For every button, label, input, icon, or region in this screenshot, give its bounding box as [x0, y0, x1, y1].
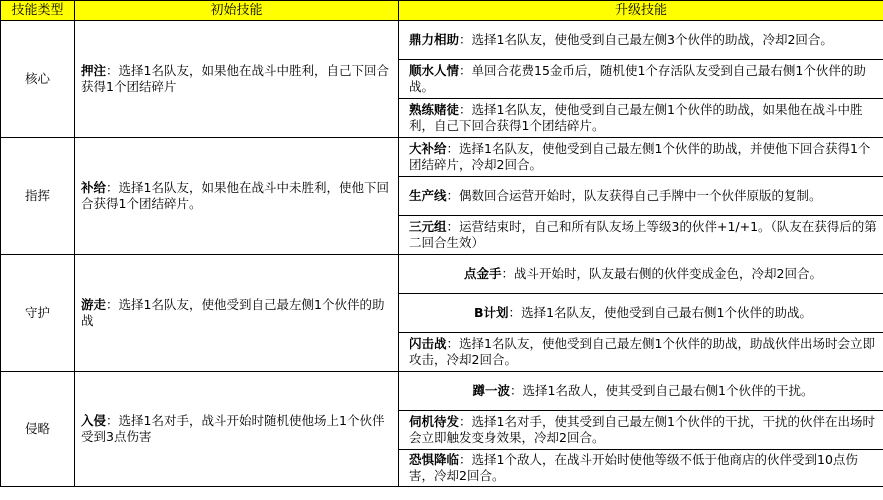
- upgrade-skill-desc: 选择1名队友，使他受到自己最左侧3个伙伴的助战，冷却2回合。: [471, 32, 833, 47]
- separator: ：: [459, 102, 472, 117]
- base-skill-name: 补给: [81, 180, 107, 195]
- base-skill: [75, 255, 399, 372]
- upgrade-skill-name: B计划: [474, 305, 509, 320]
- separator: ：: [106, 413, 119, 428]
- separator: ：: [501, 266, 515, 281]
- base-skill-name: 游走: [81, 297, 107, 312]
- upgrade-skill-name: 伺机待发: [409, 414, 460, 429]
- separator: ：: [459, 32, 472, 47]
- base-skill: [75, 21, 399, 138]
- upgrade-skill: [399, 21, 883, 60]
- separator: ：: [446, 188, 460, 203]
- separator: ：: [106, 63, 119, 78]
- upgrade-skill-desc: 选择1名敌人，使其受到自己最右侧1个伙伴的干扰。: [522, 383, 814, 398]
- upgrade-skill-name: 闪击战: [409, 336, 447, 351]
- upgrade-skill: [399, 294, 883, 333]
- upgrade-skill: [399, 333, 883, 372]
- base-skill-desc: 选择1名对手，战斗开始时随机使他场上1个伙伴受到3点伤害: [81, 413, 385, 444]
- separator: ：: [459, 414, 472, 429]
- upgrade-skill-name: 蹲一波: [472, 383, 511, 398]
- upgrade-skill-name: 熟练赌徒: [409, 102, 460, 117]
- upgrade-skill-name: 三元组: [409, 219, 447, 234]
- header-base: 初始技能: [75, 1, 399, 21]
- upgrade-skill-desc: 选择1名队友，使他受到自己最左侧1个伙伴的助战，助战伙伴出场时会立即攻击，冷却2回合。: [409, 336, 875, 367]
- upgrade-skill-name: 顺水人情: [409, 63, 460, 78]
- separator: ：: [446, 219, 460, 234]
- upgrade-skill-desc: 运营结束时，自己和所有队友场上等级3的伙伴+1/+1。（队友在获得后的第二回合生效）: [409, 219, 877, 250]
- table-row: [1, 372, 883, 411]
- table-row: [1, 138, 883, 177]
- upgrade-skill: [399, 216, 883, 255]
- base-skill-desc: 选择1名队友，使他受到自己最左侧1个伙伴的助战: [81, 297, 385, 328]
- upgrade-skill-desc: 单回合花费15金币后，随机使1个存活队友受到自己最右侧1个伙伴的助战。: [409, 63, 866, 94]
- upgrade-skill-name: 大补给: [409, 141, 447, 156]
- upgrade-skill-desc: 选择1名队友，使他受到自己最右侧1个伙伴的助战。: [521, 305, 812, 320]
- header-type: 技能类型: [1, 1, 75, 21]
- upgrade-skill-desc: 战斗开始时，队友最右侧的伙伴变成金色，冷却2回合。: [514, 266, 822, 281]
- header-upgrade: 升级技能: [399, 1, 883, 21]
- base-skill-desc: 选择1名队友，如果他在战斗中胜利，自己下回合获得1个团结碎片: [81, 63, 389, 94]
- upgrade-skill: [399, 60, 883, 99]
- table-row: [1, 21, 883, 60]
- separator: ：: [459, 63, 472, 78]
- separator: ：: [446, 336, 460, 351]
- separator: ：: [106, 180, 119, 195]
- header-row: [1, 1, 883, 21]
- separator: ：: [508, 305, 522, 320]
- upgrade-skill: [399, 99, 883, 138]
- base-skill-name: 押注: [81, 63, 107, 78]
- upgrade-skill-desc: 选择1名队友，使他受到自己最左侧1个伙伴的助战，并使他下回合获得1个团结碎片，冷却2回合。: [409, 141, 871, 172]
- upgrade-skill-name: 鼎力相助: [409, 32, 460, 47]
- upgrade-skill: [399, 177, 883, 216]
- base-skill: [75, 138, 399, 255]
- upgrade-skill-name: 点金手: [464, 266, 502, 281]
- base-skill-desc: 选择1名队友，如果他在战斗中未胜利，使他下回合获得1个团结碎片。: [81, 180, 389, 211]
- separator: ：: [446, 141, 460, 156]
- upgrade-skill-name: 生产线: [409, 188, 447, 203]
- base-skill-name: 入侵: [81, 413, 107, 428]
- upgrade-skill: [399, 255, 883, 294]
- upgrade-skill-desc: 选择1名队友，使他受到自己最左侧1个伙伴的助战，如果他在战斗中胜利，自己下回合获得1个团结碎片。: [409, 102, 863, 133]
- skill-type: 指挥: [1, 138, 75, 255]
- separator: ：: [510, 383, 523, 398]
- base-skill: [75, 372, 399, 487]
- upgrade-skill: [399, 138, 883, 177]
- skill-type: 守护: [1, 255, 75, 372]
- table-row: [1, 255, 883, 294]
- skill-type: 核心: [1, 21, 75, 138]
- upgrade-skill: [399, 450, 883, 487]
- upgrade-skill-desc: 选择1名对手，使其受到自己最左侧1个伙伴的干扰，干扰的伙伴在出场时会立即触发变身效果，冷却2回合。: [409, 414, 875, 445]
- upgrade-skill-desc: 偶数回合运营开始时，队友获得自己手牌中一个伙伴原版的复制。: [459, 188, 822, 203]
- upgrade-skill: [399, 411, 883, 450]
- upgrade-skill-name: 恐惧降临: [409, 452, 460, 467]
- upgrade-skill-desc: 选择1个敌人，在战斗开始时使他等级不低于他商店的伙伴受到10点伤害，冷却2回合。: [409, 452, 858, 483]
- separator: ：: [459, 452, 472, 467]
- separator: ：: [106, 297, 119, 312]
- upgrade-skill: [399, 372, 883, 411]
- skill-type: 侵略: [1, 372, 75, 487]
